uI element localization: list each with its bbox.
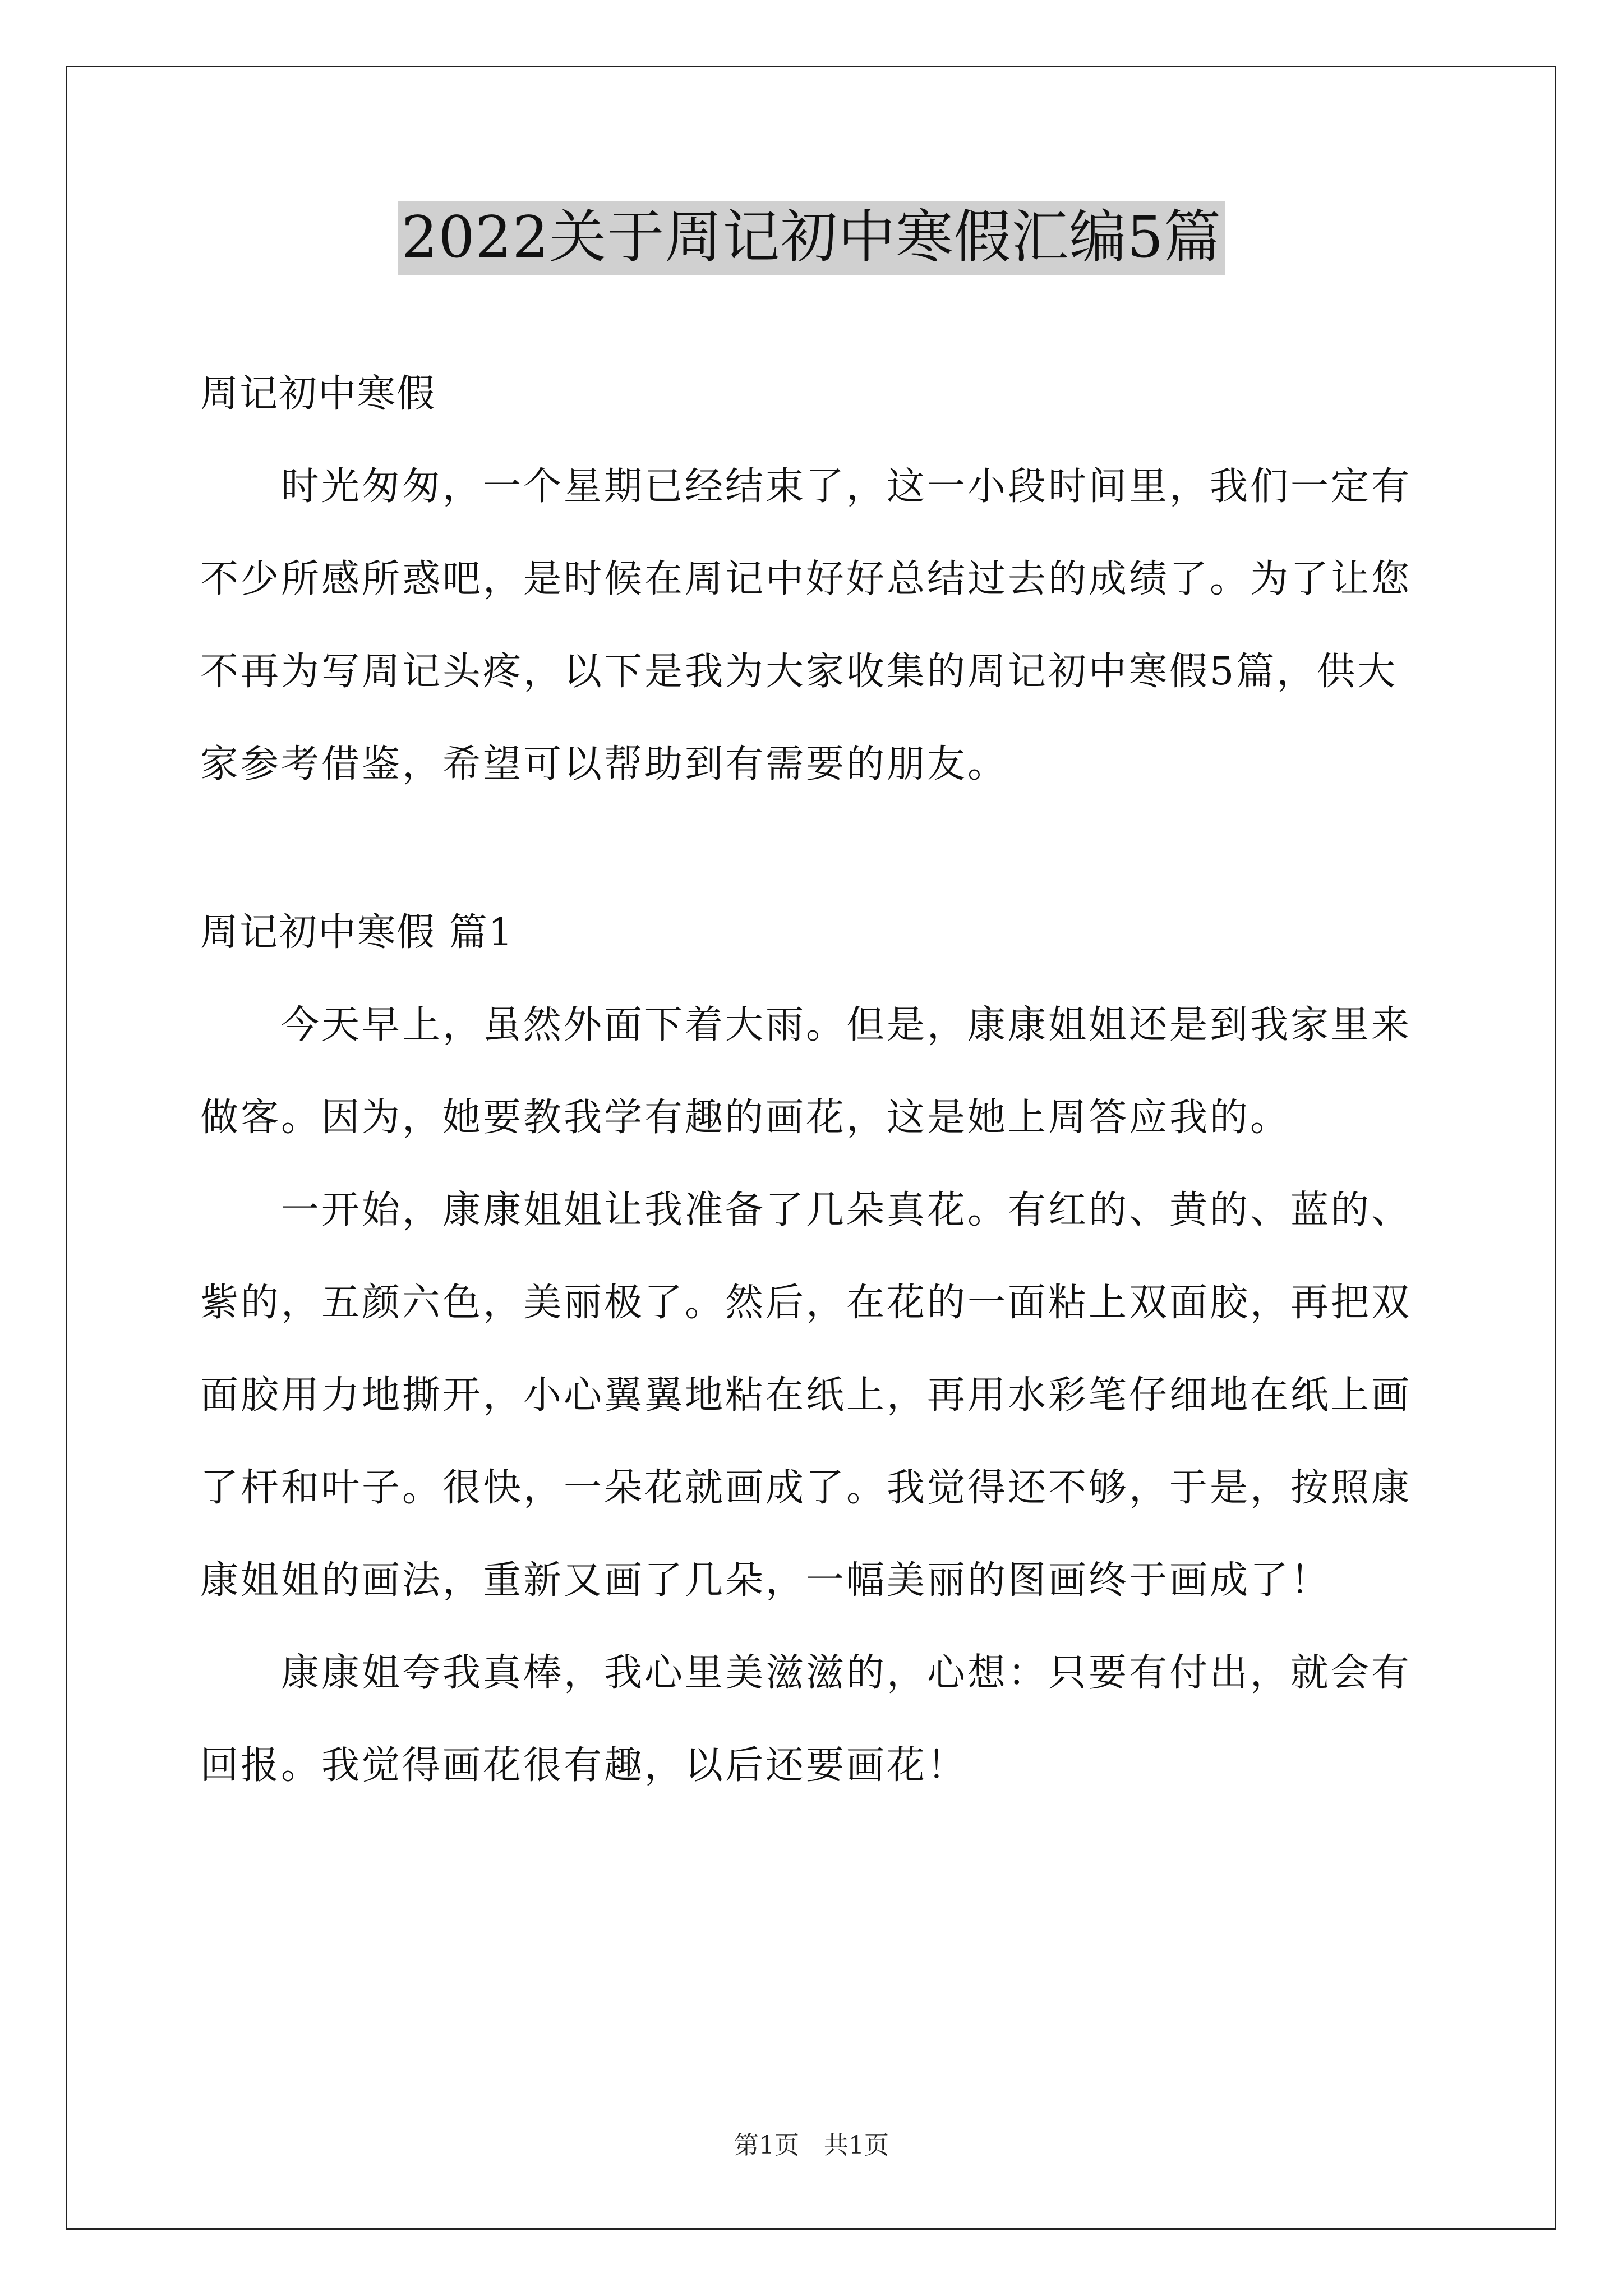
text-line: 一开始，康康姐姐让我准备了几朵真花。有红的、黄的、蓝的、 (281, 1188, 1412, 1232)
text-line: 不少所感所惑吧，是时候在周记中好好总结过去的成绩了。为了让您 (200, 557, 1412, 601)
text-line: 时光匆匆，一个星期已经结束了，这一小段时间里，我们一定有 (281, 464, 1412, 509)
text-line: 家参考借鉴，希望可以帮助到有需要的朋友。 (200, 742, 1008, 786)
document-body (200, 348, 1434, 1812)
section-heading: 周记初中寒假 篇1 (200, 910, 514, 955)
text-line: 康康姐夸我真棒，我心里美滋滋的，心想：只要有付出，就会有 (281, 1651, 1412, 1695)
intro-heading: 周记初中寒假 (200, 372, 436, 416)
text-line: 回报。我觉得画花很有趣，以后还要画花！ (200, 1743, 968, 1788)
text-line: 了杆和叶子。很快，一朵花就画成了。我觉得还不够，于是，按照康 (200, 1466, 1412, 1510)
text-line: 紫的，五颜六色，美丽极了。然后，在花的一面粘上双面胶，再把双 (200, 1281, 1412, 1325)
title-container (0, 201, 1623, 275)
text-line: 不再为写周记头疼，以下是我为大家收集的周记初中寒假5篇，供大 (200, 650, 1398, 694)
document-title: 2022关于周记初中寒假汇编5篇 (398, 201, 1225, 275)
text-line: 今天早上，虽然外面下着大雨。但是，康康姐姐还是到我家里来 (281, 1003, 1412, 1047)
section-paragraph-3 (200, 1627, 1434, 1812)
section-paragraph-2 (200, 1164, 1434, 1627)
intro-paragraph (200, 440, 1434, 811)
text-line: 面胶用力地撕开，小心翼翼地粘在纸上，再用水彩笔仔细地在纸上画 (200, 1373, 1412, 1418)
page-footer: 第1页 共1页 (734, 2131, 889, 2160)
text-line: 做客。因为，她要教我学有趣的画花，这是她上周答应我的。 (200, 1096, 1291, 1140)
section-paragraph-1 (200, 979, 1434, 1164)
section-spacer (200, 811, 1434, 886)
text-line: 康姐姐的画法，重新又画了几朵，一幅美丽的图画终于画成了！ (200, 1558, 1331, 1603)
